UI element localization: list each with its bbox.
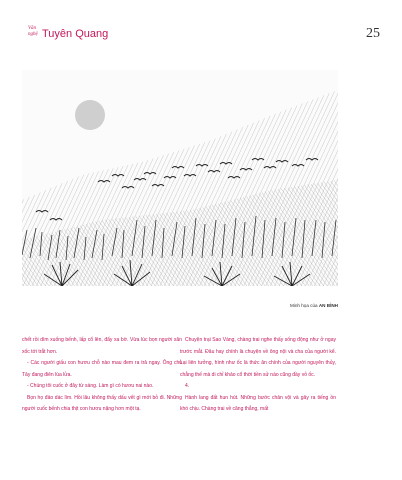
credit-prefix: Minh họa của <box>289 303 318 308</box>
illustration-drawing <box>22 70 338 286</box>
paragraph: - Các người giấu con hươu chỗ nào mau đem ra trả ngay. Ông chủ Tây đang điên lùa lửa. <box>22 360 182 378</box>
masthead-small-line-1: Văn <box>28 26 37 31</box>
masthead-title: Tuyên Quang <box>42 28 109 40</box>
paragraph: Chuyện trại Sao Vàng, chàng trai nghe thấy sống động như ở ngay trước mắt. Đâu hay chính là chuyện về ông nội và cha của người kể. Lại liên tưởng, hình như ốc là thức ăn chính của người nguyên thủy, chẳng thế mà di chỉ khảo cổ thời tiền sử nào cũng đầy vỏ ốc. <box>180 337 336 378</box>
text-column-right <box>180 335 336 416</box>
masthead-small-text <box>28 26 38 37</box>
masthead-small-line-2: nghệ <box>28 31 38 37</box>
paragraph: - Chúng tôi cuốc ở đây từ sáng. Làm gì có hươu nai nào. <box>27 383 154 389</box>
illustration <box>22 70 338 286</box>
section-number: 4. <box>185 383 190 389</box>
illustration-credit <box>290 303 338 308</box>
credit-author: AN BÌNH <box>318 303 338 308</box>
text-column-left <box>22 335 182 416</box>
paragraph: Hành lang đất hun hút. Những bước chân vội và gây ra tiếng ồn khó chịu. Chàng trai về căng thẳng, mất <box>180 394 336 412</box>
paragraph: Bọn họ đảo dác lìm. Hồi lâu không thấy dấu vết gì mới bỏ đi. Những người cuốc bếnh chia thịt con hươu nặng hơn một tạ. <box>22 394 182 412</box>
page-number: 25 <box>366 26 380 41</box>
paragraph: chết rồi dìm xuống bếnh, lấp cổ lên, đẩy xa bờ. Vừa lúc bọn người xăn xốc tới trắt hơn. <box>22 337 182 355</box>
sun-shape <box>75 100 105 130</box>
